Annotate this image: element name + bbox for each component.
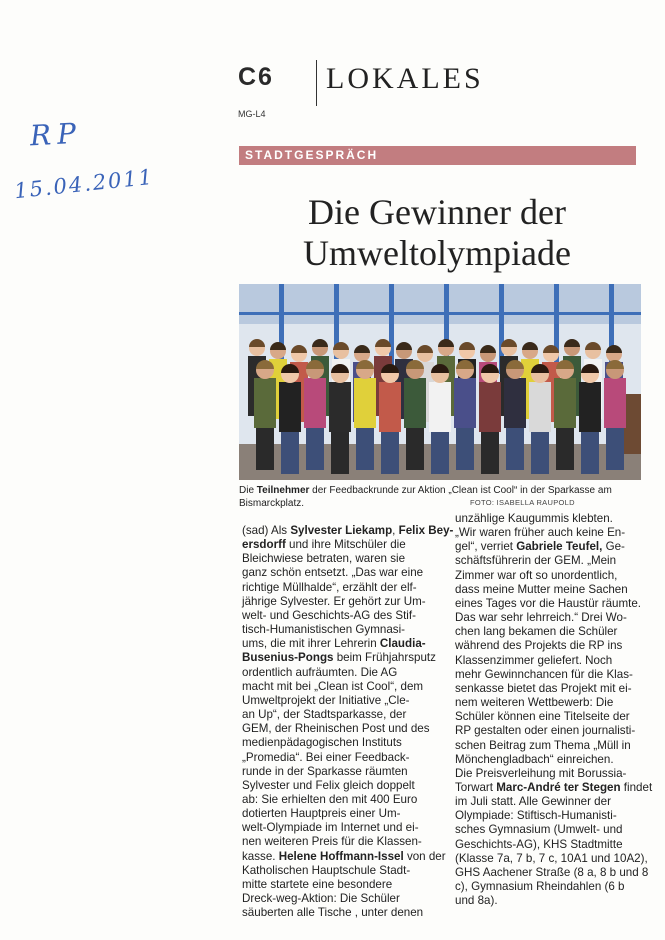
text-run: Bleichwiese betraten, waren sie (242, 552, 406, 566)
text-run: RP gestalten oder einen journalisti- (455, 724, 636, 738)
article-line (242, 524, 454, 538)
text-run: GHS Aachener Straße (8 a, 8 b und 8 (455, 865, 649, 879)
text-run: medienpädagogischen Instituts (242, 736, 402, 750)
text-run: richtige Müllhalde“, erzählt der elf- (242, 580, 417, 594)
text-run: welt- und Geschichts-AG des Stif- (242, 608, 416, 622)
article-line (242, 793, 442, 807)
headline-line-2: Umweltolympiade (303, 233, 571, 273)
caption-bold: Teilnehmer (256, 485, 310, 496)
article-line (242, 765, 442, 779)
photo-caption (239, 484, 641, 510)
text-run: dotierten Hauptpreis einer Um- (242, 807, 401, 821)
text-run: ganz schön entsetzt. „Das war eine (242, 566, 424, 580)
article-line (242, 892, 442, 906)
text-run: Olympiade: Stiftisch-Humanisti- (455, 809, 617, 823)
edition-code: MG-L4 (238, 109, 266, 119)
headline-line-1: Die Gewinner der (308, 192, 566, 232)
text-run: nem weiteren Wettbewerb: Die (455, 696, 614, 710)
kicker-label: STADTGESPRÄCH (245, 148, 379, 162)
group-photo (239, 284, 641, 480)
text-run: tisch-Humanistischen Gymnasi- (242, 623, 406, 637)
text-run: Torwart (455, 780, 497, 794)
article-line (242, 680, 442, 694)
page-number: C6 (238, 63, 274, 91)
article-line (455, 739, 655, 753)
text-run: Umweltprojekt der Initiative „Cle- (242, 693, 410, 707)
text-run: ab: Sie erhielten den mit 400 Euro (242, 792, 418, 806)
text-run: dass meine Mutter meine Sachen (455, 582, 628, 596)
article-line (242, 751, 442, 765)
text-run: säuberten alle Tische , unter denen (242, 906, 424, 920)
group-photo-image (239, 284, 641, 480)
article-line (455, 852, 655, 866)
article-line (455, 639, 655, 653)
article-line (455, 611, 655, 625)
text-run: unzählige Kaugummis klebten. (455, 512, 613, 525)
article-line (455, 512, 655, 526)
text-run: Klassenzimmer geliefert. Noch (455, 653, 613, 667)
name-highlight: Gabriele Teufel, (516, 540, 603, 554)
article-line (242, 666, 442, 680)
article-line (455, 767, 655, 781)
text-run: Katholischen Hauptschule Stadt- (242, 863, 411, 877)
article-line (455, 554, 655, 568)
article-line (242, 807, 442, 821)
article-line (242, 552, 442, 566)
article-column-2 (455, 512, 655, 908)
text-run: welt-Olympiade im Internet und ei- (242, 821, 419, 835)
article-line (455, 668, 655, 682)
section-title: LOKALES (326, 62, 484, 95)
caption-post: der Feedbackrunde zur Aktion „Clean ist Cool“ in der Sparkasse am (309, 485, 612, 496)
text-run: „Promedia“. Bei einer Feedback- (242, 750, 410, 764)
article-line (242, 849, 446, 864)
text-run: eines Tages vor die Haustür räumte. (455, 596, 642, 610)
text-run: Schüler können eine Titelseite der (455, 710, 630, 724)
kicker-banner (239, 146, 636, 165)
text-run: macht mit bei „Clean ist Cool“, dem (242, 679, 424, 693)
text-run: Dreck-weg-Aktion: Die Schüler (242, 892, 400, 906)
article-line (242, 623, 442, 637)
text-run: mitte startete eine besondere (242, 877, 393, 891)
article-line (455, 781, 655, 795)
article-line (455, 880, 655, 894)
text-run: c), Gymnasium Rheindahlen (6 b (455, 880, 625, 894)
name-highlight: Helene Hoffmann-Issel (278, 849, 404, 863)
text-run: schen Beitrag zum Thema „Müll in (455, 738, 631, 752)
article-line (455, 866, 655, 880)
text-run: (sad) Als (242, 524, 291, 537)
text-run: von der (403, 849, 446, 863)
caption-line-2: Bismarckplatz. (239, 498, 305, 509)
article-line (455, 583, 655, 597)
article-line (455, 540, 655, 554)
article-line (455, 526, 655, 540)
article-line (455, 823, 655, 837)
article-line (242, 651, 442, 665)
article-line (242, 821, 442, 835)
text-run: schäftsführerin der GEM. „Mein (455, 554, 617, 568)
article-line (455, 838, 655, 852)
article-line (242, 835, 442, 849)
text-run: nen weiteren Preis für die Klassen- (242, 835, 422, 849)
article-line (455, 696, 655, 710)
text-run: Die Preisverleihung mit Borussia- (455, 766, 627, 780)
name-highlight: Claudia- (379, 637, 426, 651)
text-run: runde in der Sparkasse räumten (242, 764, 408, 778)
text-run: chen lang bekamen die Schüler (455, 625, 618, 639)
text-run: Geschichts-AG), KHS Stadtmitte (455, 837, 623, 851)
text-run: kasse. (242, 849, 279, 863)
text-run: gel“, verriet (455, 540, 517, 554)
article-line (455, 625, 655, 639)
article-line (455, 710, 655, 724)
article-line (455, 682, 655, 696)
article-line (242, 708, 442, 722)
article-line (455, 753, 655, 767)
text-run: ordentlich aufräumten. Die AG (242, 665, 398, 679)
text-run: Mönchengladbach“ einreichen. (455, 752, 614, 766)
handwritten-note-date: 15.04.2011 (13, 164, 156, 204)
text-run: und ihre Mitschüler die (285, 538, 406, 552)
text-run: während des Projekts die RP ins (455, 639, 623, 653)
article-line (455, 724, 655, 738)
text-run: Zimmer war oft so unordentlich, (455, 568, 618, 582)
article-column-1 (242, 524, 454, 920)
text-run: und 8a). (455, 894, 498, 908)
text-run: sches Gymnasium (Umwelt- und (455, 823, 623, 837)
text-run: beim Frühjahrsputz (333, 651, 436, 665)
article-line (455, 597, 655, 611)
handwritten-note-source: RP (29, 116, 83, 153)
article-line (242, 637, 442, 651)
text-run: GEM, der Rheinischen Post und des (242, 722, 430, 736)
name-highlight: Busenius-Pongs (242, 651, 334, 665)
text-run: (Klasse 7a, 7 b, 7 c, 10A1 und 10A2), (455, 851, 648, 865)
article-line (455, 569, 655, 583)
article-line (242, 581, 442, 595)
text-run: im Juli statt. Alle Gewinner der (455, 795, 611, 809)
name-highlight: Felix Bey- (398, 524, 454, 537)
article-line (242, 878, 442, 892)
article-line (242, 609, 442, 623)
article-line (455, 654, 655, 668)
text-run: an Up“, der Stadtsparkasse, der (242, 708, 407, 722)
text-run: mehr Gewinnchancen für die Klas- (455, 667, 633, 681)
article-line (242, 722, 442, 736)
text-run: , (392, 524, 399, 537)
article-line (242, 538, 442, 552)
name-highlight: ersdorff (242, 538, 286, 552)
article-line (455, 809, 655, 823)
article-line (242, 566, 442, 580)
text-run: jährige Sylvester. Er gehört zur Um- (242, 594, 426, 608)
caption-pre: Die (239, 485, 257, 496)
text-run: Ge- (602, 540, 625, 554)
article-line (455, 795, 655, 809)
article-line (242, 779, 442, 793)
name-highlight: Sylvester Liekamp (290, 524, 393, 537)
text-run: „Wir waren früher auch keine En- (455, 526, 626, 540)
text-run: Das war sehr lehrreich.“ Drei Wo- (455, 611, 627, 625)
text-run: findet (620, 780, 653, 794)
text-run: Sylvester und Felix gleich doppelt (242, 778, 415, 792)
article-line (242, 694, 442, 708)
header-divider (316, 60, 317, 106)
text-run: senkasse bietet das Projekt mit ei- (455, 681, 632, 695)
article-line (242, 906, 442, 920)
name-highlight: Marc-André ter Stegen (496, 780, 621, 794)
headline (232, 192, 642, 274)
photo-credit: FOTO: ISABELLA RAUPOLD (470, 498, 575, 507)
article-line (242, 736, 442, 750)
text-run: ums, die mit ihrer Lehrerin (242, 637, 380, 651)
article-line (242, 864, 442, 878)
article-line (242, 595, 442, 609)
article-line (455, 894, 655, 908)
